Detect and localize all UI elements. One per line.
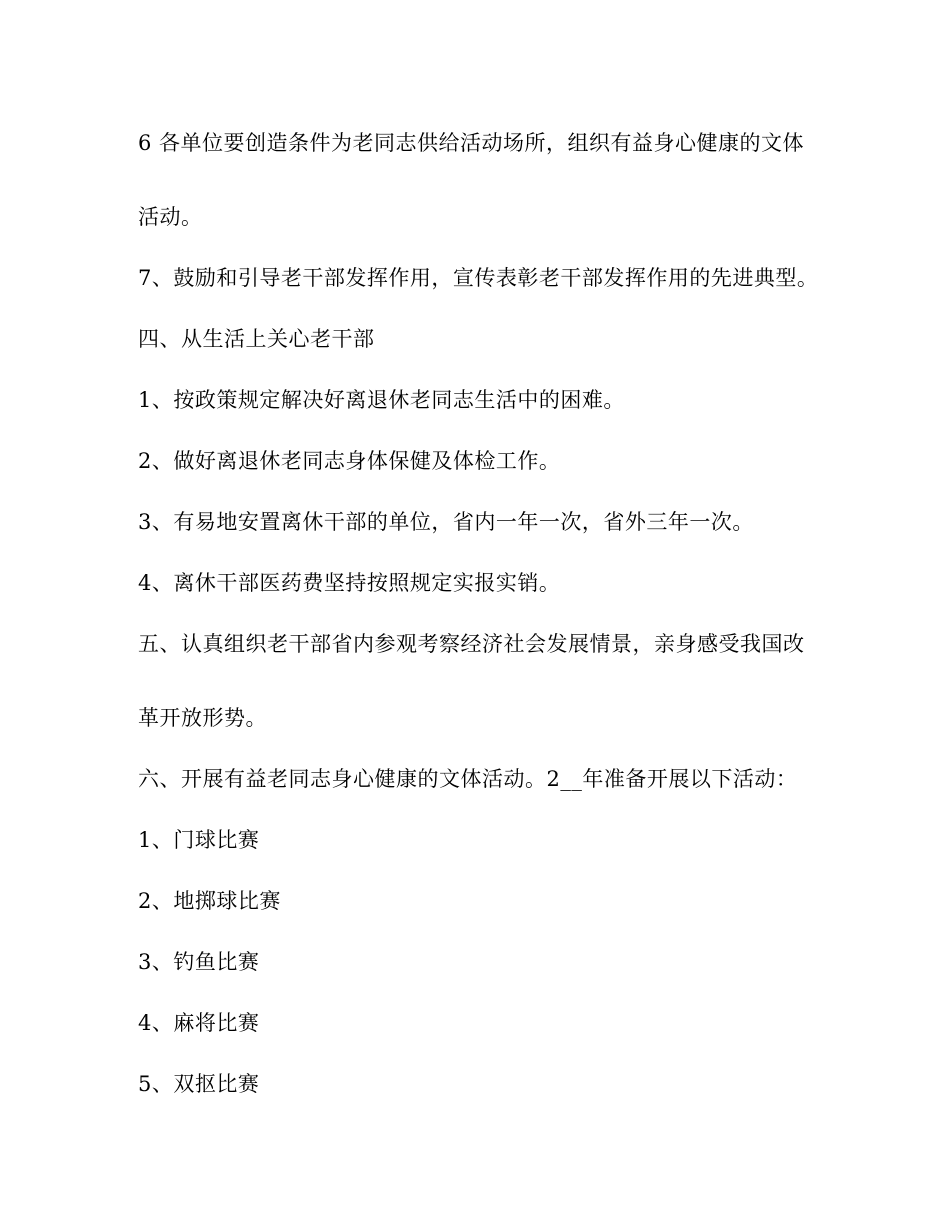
list-item: 2、地掷球比赛 xyxy=(138,889,281,913)
section-heading: 六、开展有益老同志身心健康的文体活动。2__年准备开展以下活动： xyxy=(138,767,798,791)
list-item: 1、按政策规定解决好离退休老同志生活中的困难。 xyxy=(138,388,625,412)
list-item: 5、双抠比赛 xyxy=(138,1072,260,1096)
paragraph-line: 6 各单位要创造条件为老同志供给活动场所，组织有益身心健康的文体 xyxy=(138,131,805,155)
section-heading: 五、认真组织老干部省内参观考察经济社会发展情景，亲身感受我国改 xyxy=(138,632,805,656)
section-heading: 四、从生活上关心老干部 xyxy=(138,327,375,351)
paragraph-line: 活动。 xyxy=(138,205,203,229)
list-item: 4、离休干部医药费坚持按照规定实报实销。 xyxy=(138,571,561,595)
list-item: 4、麻将比赛 xyxy=(138,1011,260,1035)
list-item: 1、门球比赛 xyxy=(138,828,260,852)
list-item: 3、钓鱼比赛 xyxy=(138,950,260,974)
list-item: 2、做好离退休老同志身体保健及体检工作。 xyxy=(138,449,561,473)
paragraph-line: 7、鼓励和引导老干部发挥作用，宣传表彰老干部发挥作用的先进典型。 xyxy=(138,266,819,290)
section-heading-continued: 革开放形势。 xyxy=(138,706,267,730)
list-item: 3、有易地安置离休干部的单位，省内一年一次，省外三年一次。 xyxy=(138,510,754,534)
